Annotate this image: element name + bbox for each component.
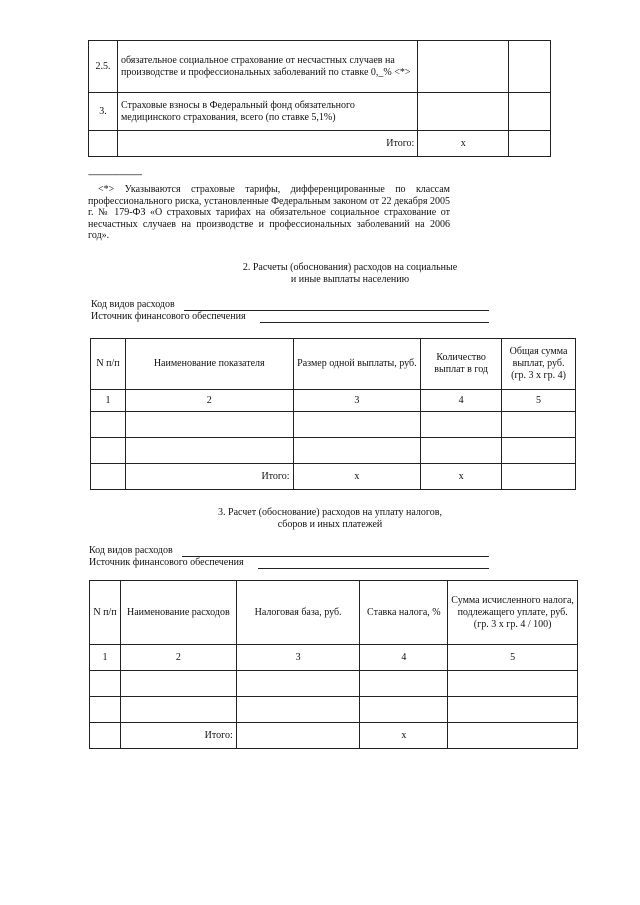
section-2-title-line-2: и иные выплаты населению [290,274,410,285]
row-description: Страховые взносы в Федеральный фонд обязательного медицинского страхования, всего (по ставке 5,1%) [117,93,417,131]
empty-cell [236,723,360,749]
total-x: х [421,464,502,490]
row-description: обязательное социальное страхование от несчастных случаев на производстве и профессиональных заболеваний по ставке 0,_% <*> [117,41,417,93]
column-number: 2 [120,645,236,671]
footnote-text: <*> Указываются страховые тарифы, дифференцированные по классам профессионального риска, установленные Федеральным законом от 22 декабря 2005 г. № 179-ФЗ «О страховых тарифах на обязательное социальное страхование от несчастных случаев на производстве и профессиональных заболеваний на 2006 год». [88,184,450,241]
empty-cell [509,131,551,157]
total-label: Итого: [125,464,293,490]
empty-cell [89,131,118,157]
column-header: Сумма исчисленного налога, подлежащего уплате, руб. (гр. 3 х гр. 4 / 100) [448,581,578,645]
empty-cell [418,93,509,131]
column-header: Налоговая база, руб. [236,581,360,645]
section-2-title-line-1: 2. Расчеты (обоснования) расходов на социальные [242,262,458,273]
section-3-expense-code-label: Код видов расходов [89,545,173,556]
row-number: 2.5. [89,41,118,93]
taxes-table [89,580,578,749]
section-3-funding-source-line [258,568,489,569]
section-2-funding-source-line [260,322,489,323]
column-number: 3 [293,390,421,412]
empty-cell [90,723,121,749]
column-header: Общая сумма выплат, руб. (гр. 3 х гр. 4) [502,339,576,390]
column-number: 4 [421,390,502,412]
table-row [91,412,576,438]
footnote-divider: -------------------------------- [88,170,142,179]
total-x: х [360,723,448,749]
empty-cell [91,464,126,490]
empty-cell [502,464,576,490]
column-header: Наименование показателя [125,339,293,390]
empty-cell [448,723,578,749]
total-x: х [418,131,509,157]
empty-cell [418,41,509,93]
total-label: Итого: [120,723,236,749]
section-3-title-line-2: сборов и иных платежей [277,519,383,530]
column-header: N п/п [91,339,126,390]
column-header: Размер одной выплаты, руб. [293,339,421,390]
column-header: Количество выплат в год [421,339,502,390]
total-x: х [293,464,421,490]
empty-cell [509,41,551,93]
empty-cell [509,93,551,131]
total-label: Итого: [117,131,417,157]
row-number: 3. [89,93,118,131]
table-row [91,438,576,464]
section-3-funding-source-label: Источник финансового обеспечения [89,557,244,568]
insurance-contributions-table [88,40,551,157]
social-payments-table [90,338,576,490]
table-row [90,697,578,723]
column-number: 1 [90,645,121,671]
column-number: 2 [125,390,293,412]
section-3-title-line-1: 3. Расчет (обоснование) расходов на уплату налогов, [218,507,442,518]
column-header: Наименование расходов [120,581,236,645]
column-number: 1 [91,390,126,412]
column-number: 4 [360,645,448,671]
column-number: 5 [502,390,576,412]
column-number: 3 [236,645,360,671]
column-number: 5 [448,645,578,671]
column-header: Ставка налога, % [360,581,448,645]
table-row [90,671,578,697]
section-2-funding-source-label: Источник финансового обеспечения [91,311,246,322]
section-2-expense-code-label: Код видов расходов [91,299,175,310]
column-header: N п/п [90,581,121,645]
